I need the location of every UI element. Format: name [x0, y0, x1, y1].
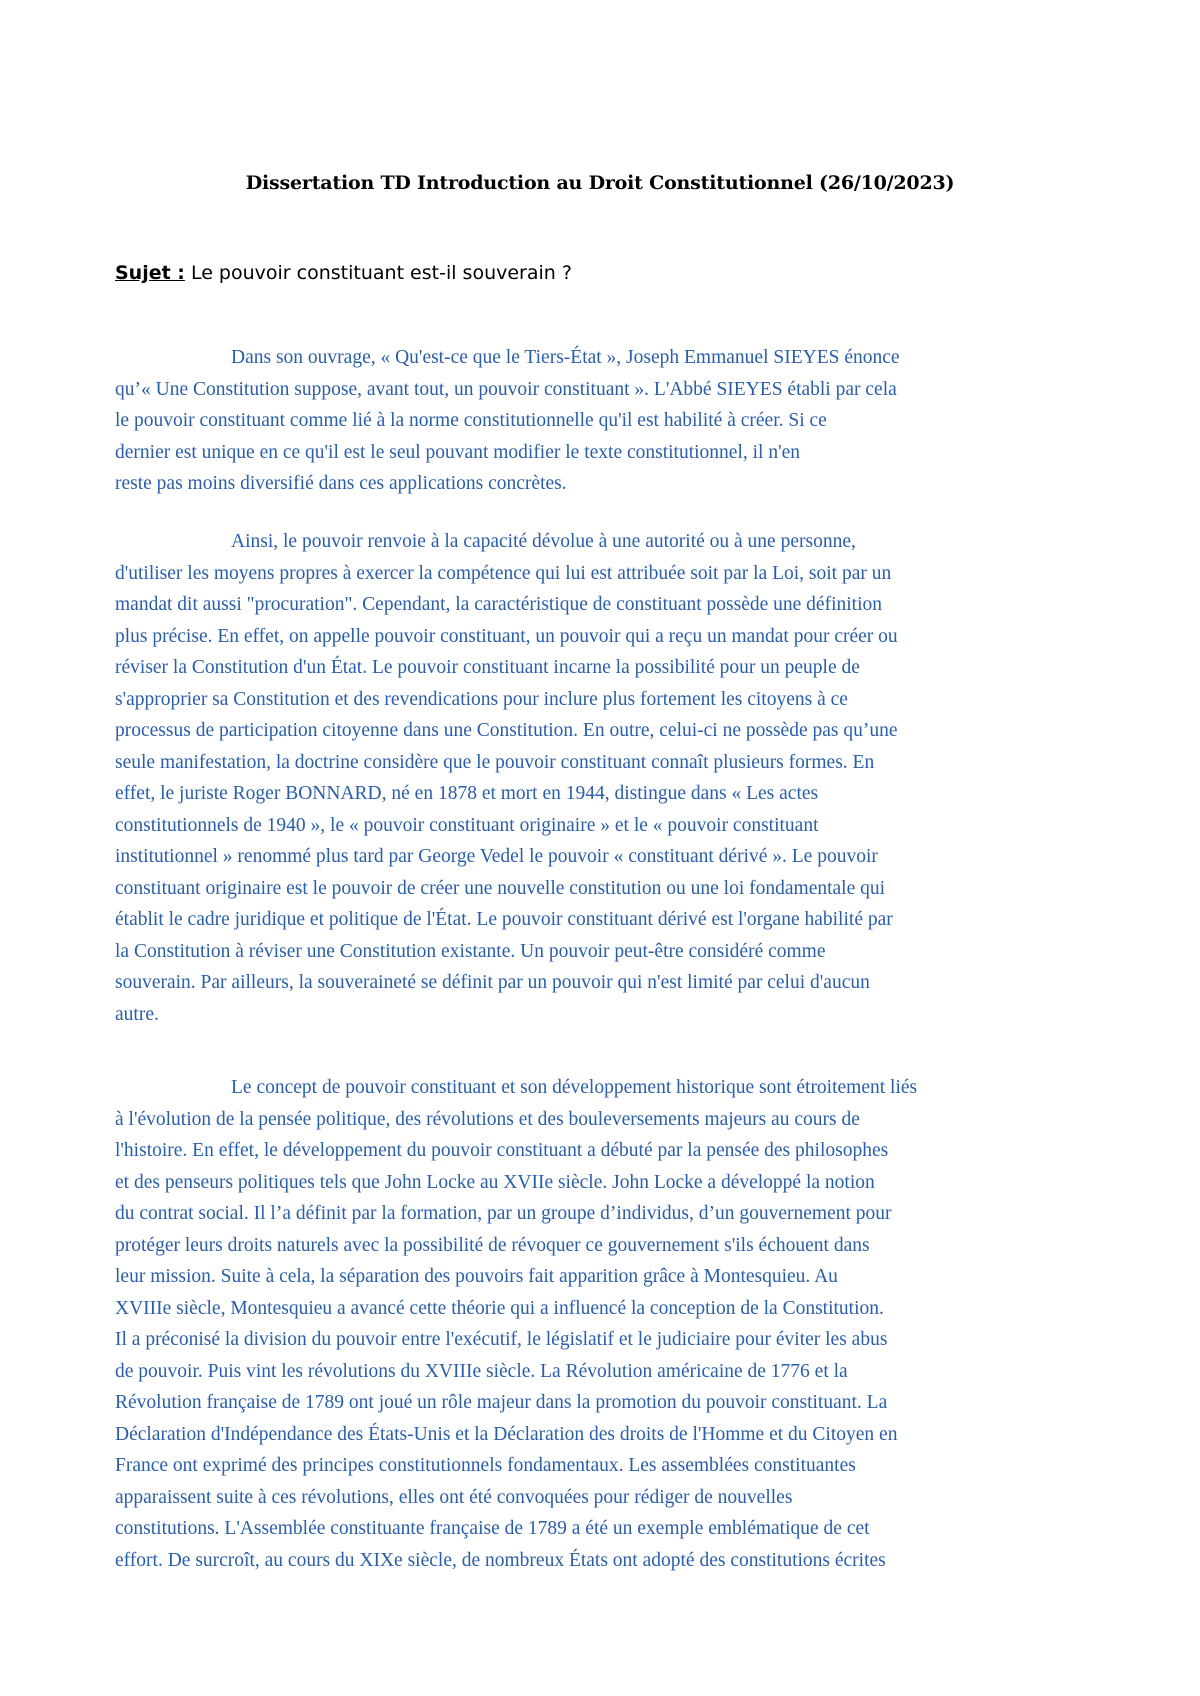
paragraph-1 — [115, 342, 1090, 500]
paragraph-line: Ainsi, le pouvoir renvoie à la capacité dévolue à une autorité ou à une personne, — [231, 531, 856, 552]
paragraph-line: apparaissent suite à ces révolutions, elles ont été convoquées pour rédiger de nouvelles — [115, 1486, 793, 1508]
subject-line — [115, 262, 572, 284]
paragraph-line: protéger leurs droits naturels avec la possibilité de révoquer ce gouvernement s'ils échouent dans — [115, 1234, 870, 1256]
paragraph-line: mandat dit aussi "procuration". Cependant, la caractéristique de constituant possède une définition — [115, 594, 882, 615]
paragraph-line: à l'évolution de la pensée politique, des révolutions et des bouleversements majeurs au cours de — [115, 1108, 860, 1130]
page-title: Dissertation TD Introduction au Droit Constitutionnel (26/10/2023) — [245, 172, 955, 194]
paragraph-line: constitutions. L'Assemblée constituante française de 1789 a été un exemple emblématique de cet — [115, 1518, 870, 1539]
paragraph-line: autre. — [115, 1003, 159, 1025]
paragraph-line: qu’« Une Constitution suppose, avant tout, un pouvoir constituant ». L'Abbé SIEYES établi par cela — [115, 378, 897, 400]
paragraph-line: institutionnel » renommé plus tard par George Vedel le pouvoir « constituant dérivé ». Le pouvoir — [115, 846, 878, 867]
paragraph-line: XVIIIe siècle, Montesquieu a avancé cette théorie qui a influencé la conception de la Constitution. — [115, 1297, 884, 1319]
subject-text: Le pouvoir constituant est-il souverain ? — [184, 262, 572, 284]
paragraph-line: Révolution française de 1789 ont joué un rôle majeur dans la promotion du pouvoir constituant. La — [115, 1392, 888, 1413]
paragraph-2 — [115, 526, 1090, 1030]
paragraph-line: constitutionnels de 1940 », le « pouvoir constituant originaire » et le « pouvoir constituant — [115, 814, 819, 836]
paragraph-3 — [115, 1072, 1090, 1576]
paragraph-line: établit le cadre juridique et politique de l'État. Le pouvoir constituant dérivé est l'organe habilité par — [115, 909, 893, 930]
paragraph-line: Le concept de pouvoir constituant et son développement historique sont étroitement liés — [231, 1077, 918, 1098]
paragraph-line: Il a préconisé la division du pouvoir entre l'exécutif, le législatif et le judiciaire pour éviter les abus — [115, 1329, 888, 1350]
paragraph-line: seule manifestation, la doctrine considère que le pouvoir constituant connaît plusieurs formes. En — [115, 751, 875, 773]
paragraph-line: Déclaration d'Indépendance des États-Unis et la Déclaration des droits de l'Homme et du Citoyen en — [115, 1423, 898, 1445]
subject-label: Sujet : — [115, 262, 185, 284]
paragraph-line: l'histoire. En effet, le développement du pouvoir constituant a débuté par la pensée des philosophes — [115, 1140, 889, 1161]
paragraph-line: leur mission. Suite à cela, la séparation des pouvoirs fait apparition grâce à Montesquieu. Au — [115, 1266, 838, 1287]
paragraph-line: effet, le juriste Roger BONNARD, né en 1878 et mort en 1944, distingue dans « Les actes — [115, 783, 819, 804]
paragraph-line: effort. De surcroît, au cours du XIXe siècle, de nombreux États ont adopté des constitutions écrites — [115, 1549, 886, 1571]
paragraph-line: reste pas moins diversifié dans ces applications concrètes. — [115, 473, 567, 494]
paragraph-line: du contrat social. Il l’a définit par la formation, par un groupe d’individus, d’un gouvernement pour — [115, 1203, 892, 1224]
paragraph-line: et des penseurs politiques tels que John Locke au XVIIe siècle. John Locke a développé la notion — [115, 1171, 875, 1193]
paragraph-line: la Constitution à réviser une Constitution existante. Un pouvoir peut-être considéré comme — [115, 940, 826, 962]
paragraph-line: d'utiliser les moyens propres à exercer la compétence qui lui est attribuée soit par la Loi, soit par un — [115, 562, 892, 584]
paragraph-line: processus de participation citoyenne dans une Constitution. En outre, celui-ci ne possède pas qu’une — [115, 720, 898, 741]
paragraph-line: le pouvoir constituant comme lié à la norme constitutionnelle qu'il est habilité à créer. Si ce — [115, 410, 827, 431]
paragraph-line: souverain. Par ailleurs, la souveraineté se définit par un pouvoir qui n'est limité par celui d'aucun — [115, 972, 870, 993]
paragraph-line: plus précise. En effet, on appelle pouvoir constituant, un pouvoir qui a reçu un mandat pour créer ou — [115, 625, 898, 647]
paragraph-line: dernier est unique en ce qu'il est le seul pouvant modifier le texte constitutionnel, il n'en — [115, 441, 801, 463]
paragraph-line: constituant originaire est le pouvoir de créer une nouvelle constitution ou une loi fondamentale qui — [115, 877, 886, 899]
paragraph-line: France ont exprimé des principes constitutionnels fondamentaux. Les assemblées constituantes — [115, 1455, 856, 1476]
paragraph-line: s'approprier sa Constitution et des revendications pour inclure plus fortement les citoyens à ce — [115, 688, 848, 710]
paragraph-line: de pouvoir. Puis vint les révolutions du XVIIIe siècle. La Révolution américaine de 1776 et la — [115, 1360, 848, 1382]
paragraph-line: réviser la Constitution d'un État. Le pouvoir constituant incarne la possibilité pour un peuple de — [115, 657, 860, 678]
paragraph-line: Dans son ouvrage, « Qu'est-ce que le Tiers-État », Joseph Emmanuel SIEYES énonce — [231, 347, 900, 368]
